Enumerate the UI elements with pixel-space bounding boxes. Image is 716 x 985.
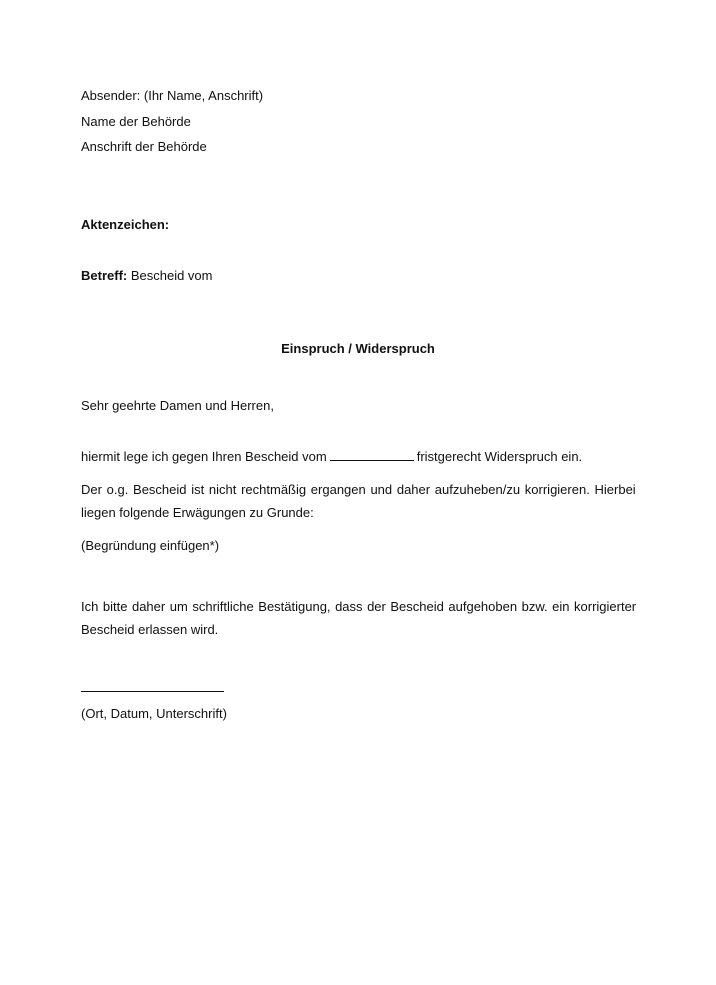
- paragraph-request-line-1: Ich bitte daher um schriftliche Bestätigung, dass der Bescheid aufgehoben bzw. ein korrigierter: [81, 599, 637, 614]
- paragraph-request-line-2: Bescheid erlassen wird.: [81, 622, 219, 637]
- authority-name-line: Name der Behörde: [81, 114, 191, 129]
- paragraph-objection-after: fristgerecht Widerspruch ein.: [416, 449, 583, 464]
- sender-line: Absender: (Ihr Name, Anschrift): [81, 88, 264, 103]
- paragraph-objection: [81, 448, 582, 465]
- document-title: Einspruch / Widerspruch: [281, 341, 435, 356]
- authority-address-line: Anschrift der Behörde: [81, 139, 207, 154]
- paragraph-reason-line-1: Der o.g. Bescheid ist nicht rechtmäßig ergangen und daher aufzuheben/zu korrigieren. Hierbei: [81, 482, 636, 497]
- signature-line: [81, 691, 224, 692]
- signature-caption: (Ort, Datum, Unterschrift): [81, 706, 227, 721]
- paragraph-objection-before: hiermit lege ich gegen Ihren Bescheid vom: [81, 449, 327, 464]
- subject-text: Bescheid vom: [127, 268, 213, 283]
- reference-label: Aktenzeichen:: [81, 217, 170, 232]
- reason-placeholder: (Begründung einfügen*): [81, 538, 220, 553]
- salutation: Sehr geehrte Damen und Herren,: [81, 398, 274, 413]
- paragraph-reason-line-2: liegen folgende Erwägungen zu Grunde:: [81, 505, 314, 520]
- subject-label: Betreff:: [81, 268, 128, 283]
- date-blank-line: [330, 448, 414, 461]
- subject-line: [81, 268, 213, 284]
